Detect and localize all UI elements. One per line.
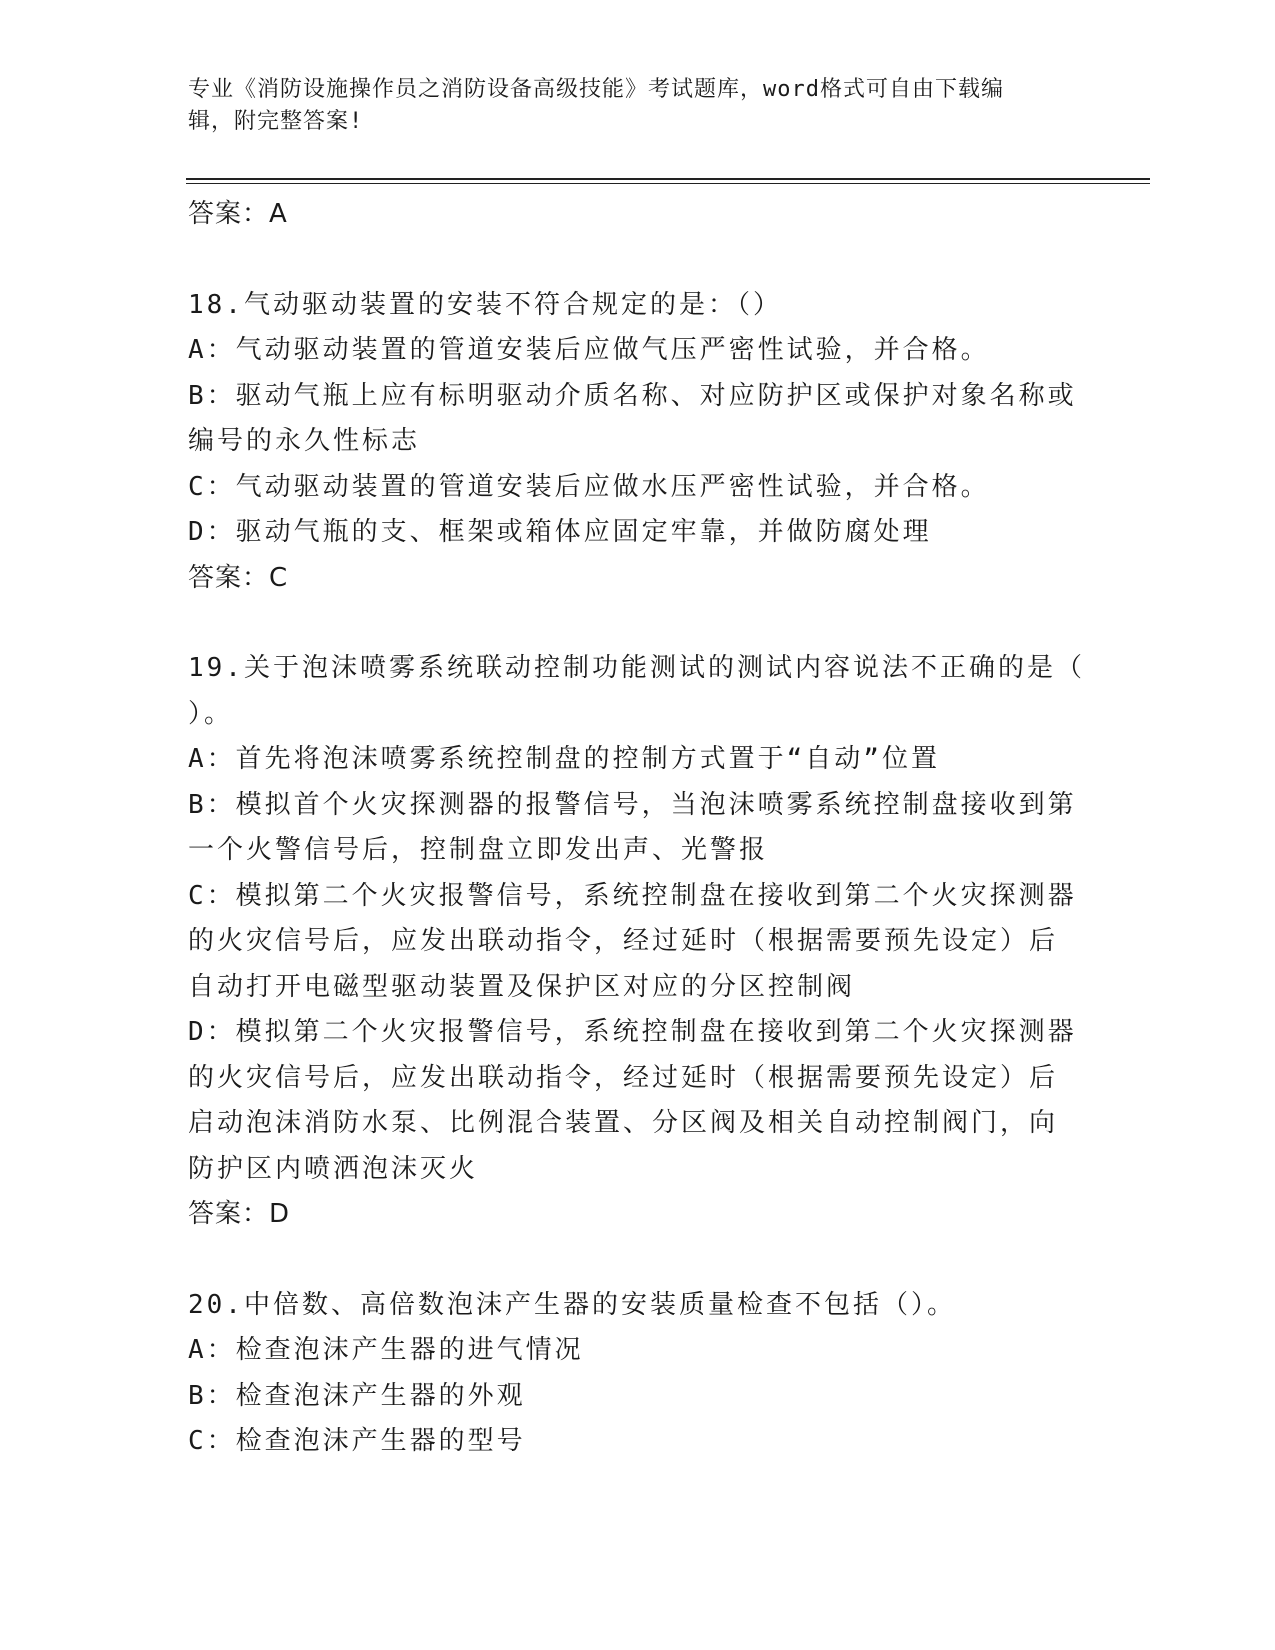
option-b: B：驱动气瓶上应有标明驱动介质名称、对应防护区或保护对象名称或 bbox=[188, 380, 1077, 411]
question-stem: 19.关于泡沫喷雾系统联动控制功能测试的测试内容说法不正确的是（ bbox=[188, 653, 1085, 683]
option-b: B：模拟首个火灾探测器的报警信号，当泡沫喷雾系统控制盘接收到第 bbox=[188, 789, 1077, 820]
spacer bbox=[188, 601, 1088, 646]
previous-answer: 答案：A bbox=[188, 199, 288, 229]
option-c: C：模拟第二个火灾报警信号，系统控制盘在接收到第二个火灾探测器 bbox=[188, 880, 1077, 911]
question-stem: 18.气动驱动装置的安装不符合规定的是：（） bbox=[188, 289, 782, 320]
option-d: D：驱动气瓶的支、框架或箱体应固定牢靠，并做防腐处理 bbox=[188, 517, 932, 547]
question-stem: 20.中倍数、高倍数泡沫产生器的安装质量检查不包括（）。 bbox=[188, 1289, 956, 1320]
option-d-continued: 的火灾信号后，应发出联动指令，经过延时（根据需要预先设定）后 bbox=[188, 1062, 1059, 1093]
header-divider-thick bbox=[186, 178, 1150, 180]
question-20 bbox=[188, 1283, 1088, 1465]
option-d-continued: 启动泡沫消防水泵、比例混合装置、分区阀及相关自动控制阀门，向 bbox=[188, 1108, 1059, 1138]
option-a: A：首先将泡沫喷雾系统控制盘的控制方式置于“自动”位置 bbox=[188, 744, 940, 774]
option-c: C：气动驱动装置的管道安装后应做水压严密性试验，并合格。 bbox=[188, 471, 990, 502]
option-c: C：检查泡沫产生器的型号 bbox=[188, 1426, 526, 1456]
question-18 bbox=[188, 283, 1088, 602]
answer: 答案：D bbox=[188, 1199, 291, 1229]
option-c-continued: 的火灾信号后，应发出联动指令，经过延时（根据需要预先设定）后 bbox=[188, 926, 1059, 956]
header-line-2: 辑，附完整答案! bbox=[188, 109, 364, 134]
option-b-continued: 编号的永久性标志 bbox=[188, 426, 421, 456]
spacer bbox=[188, 1238, 1088, 1283]
header-divider-thin bbox=[186, 183, 1150, 184]
question-19 bbox=[188, 646, 1088, 1238]
spacer bbox=[188, 238, 1088, 283]
option-b: B：检查泡沫产生器的外观 bbox=[188, 1380, 526, 1411]
option-d-continued: 防护区内喷洒泡沫灭火 bbox=[188, 1153, 479, 1184]
question-stem-continued: ）。 bbox=[188, 698, 234, 729]
option-a: A：检查泡沫产生器的进气情况 bbox=[188, 1335, 584, 1365]
question-list bbox=[188, 192, 1088, 1465]
option-a: A：气动驱动装置的管道安装后应做气压严密性试验，并合格。 bbox=[188, 335, 990, 365]
answer: 答案：C bbox=[188, 562, 289, 593]
document-header bbox=[188, 74, 1068, 138]
option-d: D：模拟第二个火灾报警信号，系统控制盘在接收到第二个火灾探测器 bbox=[188, 1017, 1077, 1047]
option-b-continued: 一个火警信号后，控制盘立即发出声、光警报 bbox=[188, 835, 769, 865]
header-line-1: 专业《消防设施操作员之消防设备高级技能》考试题库，word格式可自由下载编 bbox=[188, 77, 1004, 102]
option-c-continued: 自动打开电磁型驱动装置及保护区对应的分区控制阀 bbox=[188, 971, 856, 1002]
